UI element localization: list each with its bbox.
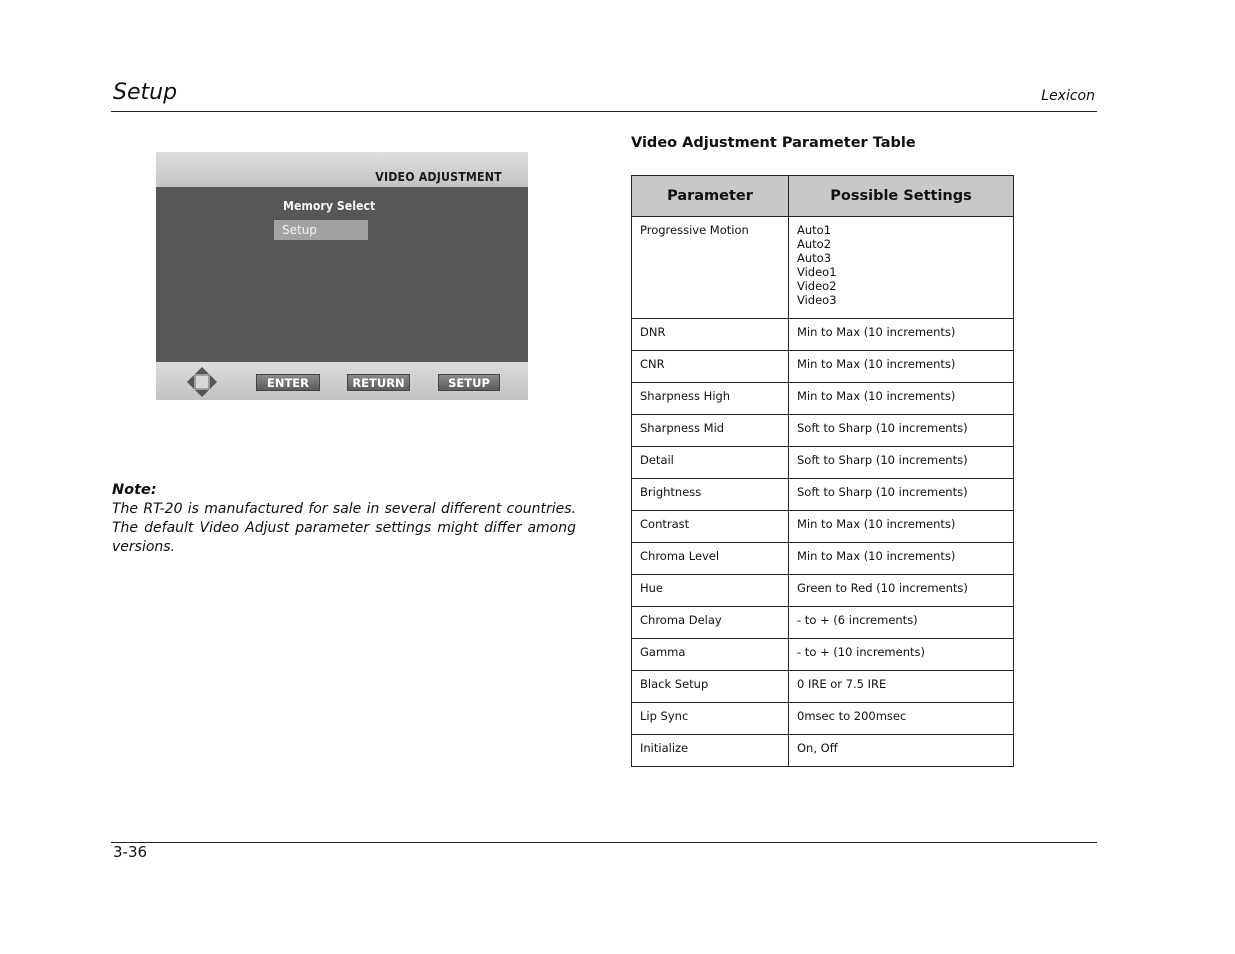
osd-menu-heading: Memory Select [283, 198, 376, 213]
parameter-cell: DNR [632, 319, 789, 351]
settings-cell: Min to Max (10 increments) [789, 543, 1014, 575]
settings-cell: - to + (6 increments) [789, 607, 1014, 639]
note-label: Note: [112, 482, 157, 498]
parameter-cell: Hue [632, 575, 789, 607]
osd-title: VIDEO ADJUSTMENT [375, 169, 502, 184]
osd-button-bar [156, 362, 528, 400]
column-header-parameter: Parameter [632, 176, 789, 217]
page-number: 3-36 [113, 843, 148, 861]
table-header-row [632, 176, 1014, 217]
enter-button: ENTER [256, 374, 320, 391]
settings-cell: Green to Red (10 increments) [789, 575, 1014, 607]
parameter-cell: Chroma Level [632, 543, 789, 575]
parameter-cell: Chroma Delay [632, 607, 789, 639]
column-header-settings: Possible Settings [789, 176, 1014, 217]
table-row [632, 415, 1014, 447]
settings-cell: Min to Max (10 increments) [789, 351, 1014, 383]
parameter-cell: Black Setup [632, 671, 789, 703]
table-row [632, 447, 1014, 479]
table-title: Video Adjustment Parameter Table [631, 135, 916, 151]
settings-cell: On, Off [789, 735, 1014, 767]
table-row [632, 703, 1014, 735]
osd-title-bar [156, 152, 528, 187]
osd-selected-item: Setup [274, 220, 368, 240]
settings-cell: Min to Max (10 increments) [789, 383, 1014, 415]
table-row [632, 575, 1014, 607]
page-title: Setup [113, 80, 178, 105]
table-row [632, 671, 1014, 703]
settings-cell: Min to Max (10 increments) [789, 319, 1014, 351]
table-row [632, 479, 1014, 511]
parameter-cell: CNR [632, 351, 789, 383]
brand-name: Lexicon [1041, 88, 1095, 104]
osd-screen [156, 152, 528, 400]
settings-cell: Soft to Sharp (10 increments) [789, 447, 1014, 479]
parameter-table [631, 175, 1014, 767]
parameter-cell: Initialize [632, 735, 789, 767]
table-row [632, 383, 1014, 415]
table-row [632, 735, 1014, 767]
table-row [632, 319, 1014, 351]
parameter-cell: Gamma [632, 639, 789, 671]
table-row [632, 351, 1014, 383]
parameter-cell: Brightness [632, 479, 789, 511]
parameter-cell: Progressive Motion [632, 217, 789, 319]
dpad-icon [186, 366, 218, 398]
table-row [632, 511, 1014, 543]
settings-cell: 0msec to 200msec [789, 703, 1014, 735]
table-row [632, 543, 1014, 575]
settings-cell: Min to Max (10 increments) [789, 511, 1014, 543]
header-rule [111, 111, 1097, 112]
settings-cell: - to + (10 increments) [789, 639, 1014, 671]
table-row [632, 639, 1014, 671]
table-row [632, 217, 1014, 319]
table-row [632, 607, 1014, 639]
setup-button: SETUP [438, 374, 500, 391]
settings-cell: 0 IRE or 7.5 IRE [789, 671, 1014, 703]
parameter-cell: Contrast [632, 511, 789, 543]
settings-cell: Soft to Sharp (10 increments) [789, 415, 1014, 447]
parameter-cell: Sharpness Mid [632, 415, 789, 447]
footer-rule [111, 842, 1097, 843]
note-text: The RT-20 is manufactured for sale in several different countries. The default Video Adjust parameter settings might differ among versions. [112, 501, 576, 555]
parameter-cell: Detail [632, 447, 789, 479]
settings-cell: Auto1 Auto2 Auto3 Video1 Video2 Video3 [789, 217, 1014, 319]
settings-cell: Soft to Sharp (10 increments) [789, 479, 1014, 511]
return-button: RETURN [347, 374, 410, 391]
parameter-cell: Sharpness High [632, 383, 789, 415]
parameter-cell: Lip Sync [632, 703, 789, 735]
